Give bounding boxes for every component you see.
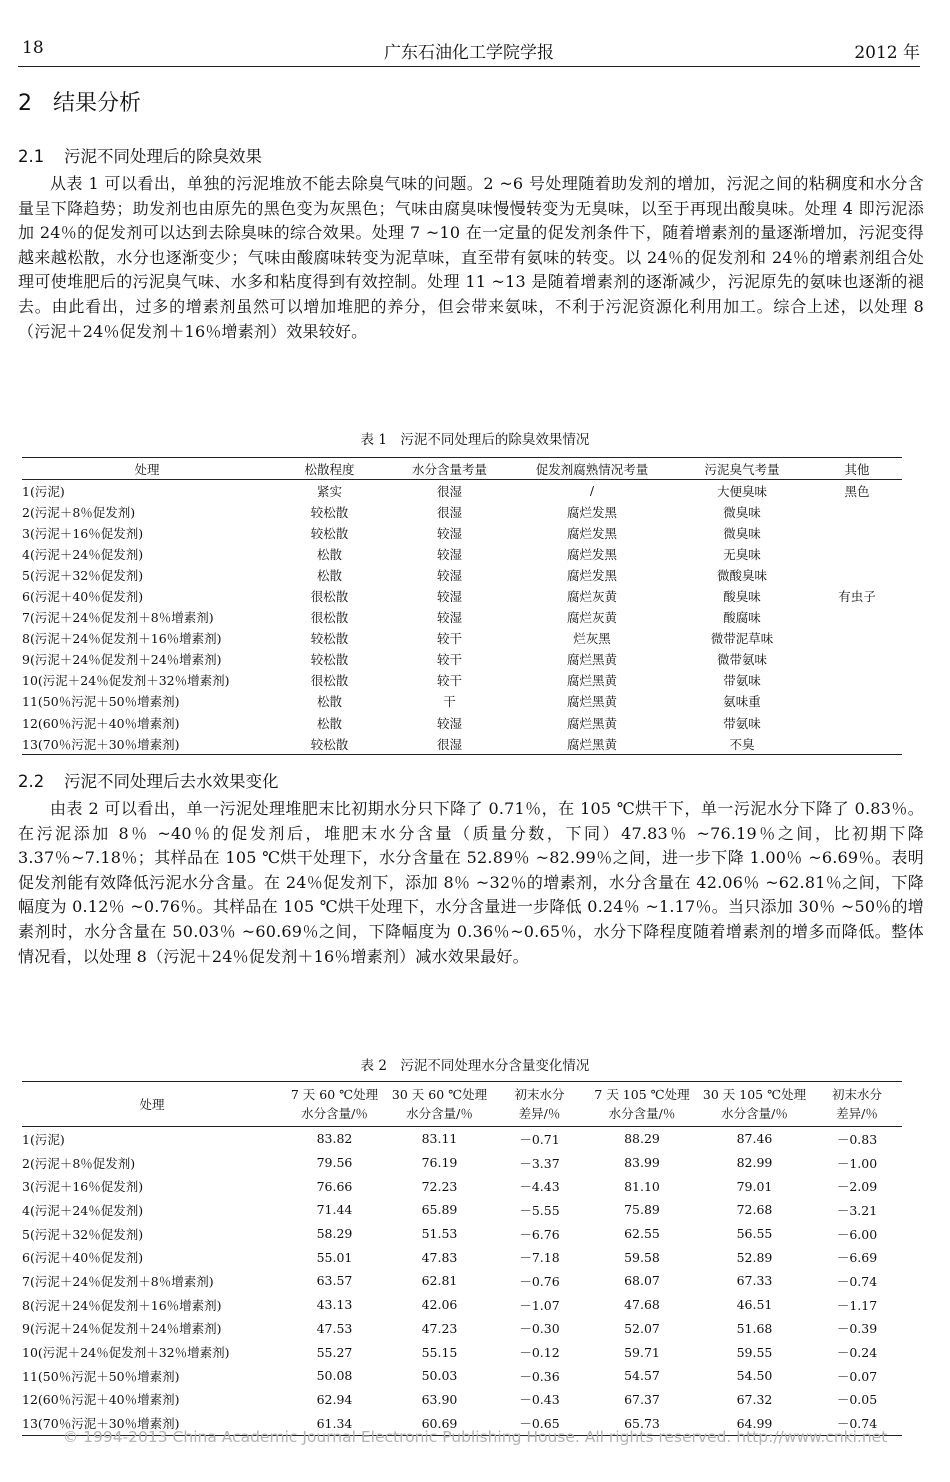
table-cell: 腐烂黑黄 <box>512 733 672 755</box>
table-cell: 51.53 <box>421 1226 458 1242</box>
table-cell: －6.00 <box>836 1226 878 1242</box>
table-cell: 81.10 <box>624 1178 660 1194</box>
table-cell: 71.44 <box>316 1202 353 1218</box>
table-cell: 62.94 <box>316 1391 353 1407</box>
subsection-heading-2-2 <box>18 768 279 792</box>
table-cell: 不臭 <box>672 733 812 755</box>
table-cell: －0.74 <box>812 1411 902 1435</box>
publication-year: 2012 年 <box>854 43 920 63</box>
table-cell: －1.17 <box>836 1297 878 1313</box>
table-cell: 63.90 <box>421 1391 458 1407</box>
table-cell: 腐烂发黑 <box>566 546 617 562</box>
table-cell: －0.83 <box>836 1131 878 1147</box>
table-row <box>22 712 902 733</box>
table-cell: 较松散 <box>310 525 349 541</box>
table-cell: 55.27 <box>316 1344 353 1360</box>
table-cell: 松散 <box>316 715 342 731</box>
table-cell: 带氨味 <box>723 715 761 731</box>
treatment-cell: 5(污泥＋32％促发剂) <box>22 567 144 583</box>
table-cell: 很松散 <box>310 610 349 626</box>
table-cell: 微臭味 <box>723 504 761 520</box>
table-cell: 较干 <box>436 673 462 689</box>
table-cell: 72.68 <box>736 1202 773 1218</box>
table-cell: 微带泥草味 <box>710 631 774 647</box>
treatment-cell: 8(污泥＋24％促发剂＋16％增素剂) <box>22 631 222 647</box>
treatment-cell: 2(污泥＋8％促发剂) <box>22 1155 136 1171</box>
treatment-cell: 8(污泥＋24％促发剂＋16％增素剂) <box>22 1297 222 1313</box>
subsection-title: 污泥不同处理后去水效果变化 <box>64 772 279 791</box>
table-cell: 很湿 <box>387 733 512 755</box>
treatment-cell: 13(70％污泥＋30％增素剂) <box>22 733 272 755</box>
table-row <box>22 1269 902 1293</box>
table-row <box>22 501 902 522</box>
table-cell: 腐烂灰黄 <box>566 589 617 605</box>
treatment-cell: 4(污泥＋24％促发剂) <box>22 546 144 562</box>
table-cell: 75.89 <box>624 1202 660 1218</box>
table-cell: 微臭味 <box>723 525 761 541</box>
table-row <box>22 649 902 670</box>
table-cell: 紧实 <box>316 483 342 499</box>
table-cell <box>812 691 902 712</box>
table-2-header: 初末水分 差异/％ <box>812 1082 902 1127</box>
table-cell <box>812 649 902 670</box>
table-cell: 51.68 <box>736 1320 773 1336</box>
table-cell: 55.15 <box>421 1344 458 1360</box>
table-cell: 64.99 <box>697 1411 812 1435</box>
table-2-header: 初末水分 差异/％ <box>492 1082 587 1127</box>
table-row <box>22 1340 902 1364</box>
table-cell: 59.71 <box>624 1344 660 1360</box>
table-cell: 较松散 <box>310 504 349 520</box>
treatment-cell: 5(污泥＋32％促发剂) <box>22 1226 144 1242</box>
table-cell: 61.34 <box>282 1411 387 1435</box>
treatment-cell: 6(污泥＋40％促发剂) <box>22 589 144 605</box>
table-1 <box>22 457 902 755</box>
table-row <box>22 628 902 649</box>
table-cell: 带氨味 <box>723 673 761 689</box>
table-2 <box>22 1081 902 1436</box>
table-cell: 59.55 <box>736 1344 773 1360</box>
table-cell: 松散 <box>316 546 342 562</box>
table-cell: 58.29 <box>316 1226 353 1242</box>
table-2-caption: 表 2 污泥不同处理水分含量变化情况 <box>360 1058 590 1074</box>
subsection-title: 污泥不同处理后的除臭效果 <box>64 147 262 166</box>
treatment-cell: 11(50％污泥＋50％增素剂) <box>22 694 180 710</box>
table-cell: 62.55 <box>624 1226 660 1242</box>
table-2-header: 7 天 60 ℃处理 水分含量/％ <box>282 1082 387 1127</box>
table-cell: －6.76 <box>519 1226 560 1242</box>
table-cell: 83.11 <box>421 1131 458 1147</box>
table-cell: －0.39 <box>836 1321 878 1337</box>
table-cell: －0.24 <box>836 1345 878 1361</box>
table-cell: 55.01 <box>316 1249 353 1265</box>
table-cell: 酸腐味 <box>723 610 761 626</box>
table-cell: －4.43 <box>519 1179 560 1195</box>
table-cell: 50.08 <box>316 1368 353 1384</box>
table-cell: 腐烂黑黄 <box>566 715 617 731</box>
table-cell: －0.07 <box>836 1368 878 1384</box>
table-cell: 较湿 <box>436 610 462 626</box>
table-cell: 56.55 <box>736 1226 773 1242</box>
table-cell: 47.53 <box>316 1320 353 1336</box>
table-cell: 黑色 <box>844 483 870 499</box>
table-cell: 88.29 <box>624 1131 660 1147</box>
table-cell: －0.65 <box>492 1411 587 1435</box>
table-cell: 腐烂黑黄 <box>566 694 617 710</box>
table-2-header: 30 天 105 ℃处理 水分含量/％ <box>697 1082 812 1127</box>
table-row <box>22 733 902 755</box>
table-cell: 42.06 <box>421 1297 458 1313</box>
table-cell: 47.83 <box>421 1249 458 1265</box>
table-cell: 较湿 <box>436 546 462 562</box>
table-cell: －0.30 <box>519 1321 560 1337</box>
table-cell: －2.09 <box>836 1179 878 1195</box>
treatment-cell: 4(污泥＋24％促发剂) <box>22 1202 144 1218</box>
table-cell <box>812 670 902 691</box>
table-row <box>22 1388 902 1412</box>
table-cell: 59.58 <box>624 1249 660 1265</box>
table-cell <box>812 607 902 628</box>
table-cell: 有虫子 <box>838 589 876 605</box>
table-cell <box>812 733 902 755</box>
table-cell: －3.37 <box>519 1155 560 1171</box>
treatment-cell: 11(50％污泥＋50％增素剂) <box>22 1368 180 1384</box>
table-2-header: 30 天 60 ℃处理 水分含量/％ <box>387 1082 492 1127</box>
table-cell: 52.07 <box>624 1320 660 1336</box>
table-cell: / <box>589 483 595 499</box>
table-1-header: 水分含量考量 <box>387 458 512 480</box>
table-cell: 83.82 <box>316 1131 353 1147</box>
table-cell: 较湿 <box>436 589 462 605</box>
table-cell: 79.01 <box>736 1178 773 1194</box>
subsection-number: 2.1 <box>18 147 45 166</box>
table-row <box>22 480 902 502</box>
treatment-cell: 1(污泥) <box>22 1131 65 1147</box>
table-cell: －0.36 <box>519 1368 560 1384</box>
table-cell: －1.00 <box>836 1155 878 1171</box>
table-cell: 腐烂黑黄 <box>566 673 617 689</box>
treatment-cell: 3(污泥＋16％促发剂) <box>22 525 144 541</box>
table-1-header: 处理 <box>22 458 272 480</box>
section-number: 2 <box>18 91 32 116</box>
table-cell <box>812 501 902 522</box>
table-row <box>22 1317 902 1341</box>
table-cell: －1.07 <box>519 1297 560 1313</box>
treatment-cell: 6(污泥＋40％促发剂) <box>22 1250 144 1266</box>
paragraph-dewatering: 由表 2 可以看出，单一污泥处理堆肥末比初期水分只下降了 0.71％，在 105 ℃烘干下，单一污泥水分下降了 0.83％。在污泥添加 8％ ~40％的促发剂后，堆肥末水分含量（质量分数，下同）47.83％ ~76.19％之间，比初期下降 3.37％~7.18％；其样品在 105 ℃烘干处理下，水分含量在 52.89％ ~82.99％之间，进一步下降 1.00％ ~6.69％。表明促发剂能有效降低污泥水分含量。在 24％促发剂下，添加 8％ ~32％的增素剂，水分含量在 42.06％ ~62.81％之间，下降幅度为 0.12％ ~0.76％。其样品在 105 ℃烘干处理下，水分含量进一步降低 0.24％ ~1.17％。当只添加 30％ ~50％的增素剂时，水分含量在 50.03％ ~60.69％之间，下降幅度为 0.36％~0.65％，水分下降程度随着增素剂的增多而降低。整体情况看，以处理 8（污泥＋24％促发剂＋16％增素剂）减水效果最好。 <box>18 799 924 966</box>
section-heading <box>18 86 141 117</box>
table-cell: 较干 <box>436 652 462 668</box>
table-cell <box>812 628 902 649</box>
table-cell: 无臭味 <box>723 546 761 562</box>
table-1-header: 促发剂腐熟情况考量 <box>512 458 672 480</box>
table-2-header: 7 天 105 ℃处理 水分含量/％ <box>587 1082 697 1127</box>
table-cell: 较松散 <box>272 733 387 755</box>
running-header <box>18 34 920 67</box>
treatment-cell: 13(70％污泥＋30％增素剂) <box>22 1411 282 1435</box>
table-cell: －0.43 <box>519 1392 560 1408</box>
table-cell: －6.69 <box>836 1250 878 1266</box>
table-cell: 较湿 <box>436 715 462 731</box>
table-row <box>22 1364 902 1388</box>
treatment-cell: 3(污泥＋16％促发剂) <box>22 1179 144 1195</box>
table-cell: －0.12 <box>519 1345 560 1361</box>
table-cell: 67.32 <box>736 1391 773 1407</box>
table-cell: －0.76 <box>519 1273 560 1289</box>
table-cell: 54.50 <box>736 1368 773 1384</box>
table-2-header: 处理 <box>22 1082 282 1127</box>
table-cell: 微酸臭味 <box>716 567 767 583</box>
table-cell: 较湿 <box>436 567 462 583</box>
table-cell: 微带氨味 <box>716 652 767 668</box>
table-cell: 68.07 <box>624 1273 660 1289</box>
treatment-cell: 10(污泥＋24％促发剂＋32％增素剂) <box>22 1345 230 1361</box>
table-cell: 52.89 <box>736 1249 773 1265</box>
table-cell: 67.37 <box>624 1391 660 1407</box>
table-cell: 腐烂发黑 <box>566 567 617 583</box>
table-row <box>22 1198 902 1222</box>
table-row <box>22 543 902 564</box>
table-cell: 79.56 <box>316 1155 353 1171</box>
table-cell: 67.33 <box>736 1273 773 1289</box>
table-cell: 较干 <box>436 631 462 647</box>
table-cell: 47.23 <box>421 1320 458 1336</box>
table-cell: 83.99 <box>624 1155 660 1171</box>
table-cell <box>812 564 902 585</box>
section-title: 结果分析 <box>52 91 141 116</box>
table-row <box>22 607 902 628</box>
table-cell: 76.66 <box>316 1178 353 1194</box>
table-cell: 干 <box>443 694 456 710</box>
copyright-footer: © 1994-2013 China Academic Journal Electronic Publishing House. All rights reserved. http://www.cnki.net <box>62 1428 888 1446</box>
table-cell: 65.73 <box>587 1411 697 1435</box>
table-cell: 烂灰黑 <box>573 631 611 647</box>
table-row <box>22 1245 902 1269</box>
table-cell: 很湿 <box>436 483 462 499</box>
table-1-header-row <box>22 458 902 480</box>
table-1-caption: 表 1 污泥不同处理后的除臭效果情况 <box>360 432 590 448</box>
table-cell: －7.18 <box>519 1250 560 1266</box>
table-row <box>22 691 902 712</box>
table-row <box>22 585 902 606</box>
table-cell: －3.21 <box>836 1202 878 1218</box>
table-row <box>22 1222 902 1246</box>
treatment-cell: 7(污泥＋24％促发剂＋8％增素剂) <box>22 1273 214 1289</box>
treatment-cell: 2(污泥＋8％促发剂) <box>22 504 136 520</box>
table-cell: 47.68 <box>624 1297 660 1313</box>
table-cell: 腐烂发黑 <box>566 504 617 520</box>
table-cell: 76.19 <box>421 1155 458 1171</box>
table-1-header: 污泥臭气考量 <box>672 458 812 480</box>
table-cell: 62.81 <box>421 1273 458 1289</box>
table-1-header: 其他 <box>812 458 902 480</box>
treatment-cell: 9(污泥＋24％促发剂＋24％增素剂) <box>22 652 222 668</box>
table-cell: 松散 <box>316 567 342 583</box>
table-cell: －0.71 <box>519 1131 560 1147</box>
table-cell <box>812 712 902 733</box>
table-cell: 较松散 <box>310 631 349 647</box>
table-cell: 很松散 <box>310 673 349 689</box>
table-cell: 很松散 <box>310 589 349 605</box>
table-cell: 较松散 <box>310 652 349 668</box>
table-row <box>22 1127 902 1151</box>
journal-title: 广东石油化工学院学报 <box>384 43 554 63</box>
table-cell: 50.03 <box>421 1368 458 1384</box>
table-1-header: 松散程度 <box>272 458 387 480</box>
table-cell: 腐烂灰黄 <box>566 610 617 626</box>
table-row <box>22 670 902 691</box>
table-cell: 46.51 <box>736 1297 773 1313</box>
table-cell: 酸臭味 <box>723 589 761 605</box>
page-number: 18 <box>22 38 44 58</box>
table-cell: －0.05 <box>836 1392 878 1408</box>
paragraph-deodorization: 从表 1 可以看出，单独的污泥堆放不能去除臭气味的问题。2 ~6 号处理随着助发剂的增加，污泥之间的粘稠度和水分含量呈下降趋势；助发剂也由原先的黑色变为灰黑色；气味由腐臭味慢慢转变为无臭味，以至于再现出酸臭味。处理 4 即污泥添加 24％的促发剂可以达到去除臭味的综合效果。处理 7 ~10 在一定量的促发剂条件下，随着增素剂的量逐渐增加，污泥变得越来越松散，水分也逐渐变少；气味由酸腐味转变为泥草味，直至带有氨味的转变。以 24％的促发剂和 24％的增素剂组合处理可使堆肥后的污泥臭气味、水多和粘度得到有效控制。处理 11 ~13 是随着增素剂的逐渐减少，污泥原先的氨味也逐渐的褪去。由此看出，过多的增素剂虽然可以增加堆肥的养分，但会带来氨味，不利于污泥资源化利用加工。综合上述，以处理 8（污泥＋24％促发剂＋16％增素剂）效果较好。 <box>18 174 924 341</box>
table-cell: 松散 <box>316 694 342 710</box>
table-row <box>22 1293 902 1317</box>
table-2-header-row <box>22 1082 902 1127</box>
table-cell: 43.13 <box>316 1297 353 1313</box>
table-cell: 很湿 <box>436 504 462 520</box>
treatment-cell: 1(污泥) <box>22 483 65 499</box>
subsection-number: 2.2 <box>18 772 45 791</box>
table-cell: 大便臭味 <box>716 483 767 499</box>
table-cell: 65.89 <box>421 1202 458 1218</box>
table-cell: 72.23 <box>421 1178 458 1194</box>
table-cell: 63.57 <box>316 1273 353 1289</box>
table-cell: 腐烂发黑 <box>566 525 617 541</box>
treatment-cell: 9(污泥＋24％促发剂＋24％增素剂) <box>22 1321 222 1337</box>
table-row <box>22 564 902 585</box>
treatment-cell: 7(污泥＋24％促发剂＋8％增素剂) <box>22 610 214 626</box>
table-row <box>22 1174 902 1198</box>
table-row <box>22 1151 902 1175</box>
table-cell: 氨味重 <box>723 694 761 710</box>
table-cell: 60.69 <box>387 1411 492 1435</box>
table-cell: －5.55 <box>519 1202 560 1218</box>
subsection-heading-2-1 <box>18 143 262 167</box>
table-row <box>22 522 902 543</box>
table-cell: 腐烂黑黄 <box>566 652 617 668</box>
table-cell: －0.74 <box>836 1273 878 1289</box>
table-cell <box>812 522 902 543</box>
table-cell: 82.99 <box>736 1155 773 1171</box>
table-cell <box>812 543 902 564</box>
treatment-cell: 12(60％污泥＋40％增素剂) <box>22 1392 180 1408</box>
treatment-cell: 10(污泥＋24％促发剂＋32％增素剂) <box>22 673 230 689</box>
treatment-cell: 12(60％污泥＋40％增素剂) <box>22 715 180 731</box>
table-cell: 54.57 <box>624 1368 660 1384</box>
table-cell: 较湿 <box>436 525 462 541</box>
table-cell: 87.46 <box>736 1131 773 1147</box>
